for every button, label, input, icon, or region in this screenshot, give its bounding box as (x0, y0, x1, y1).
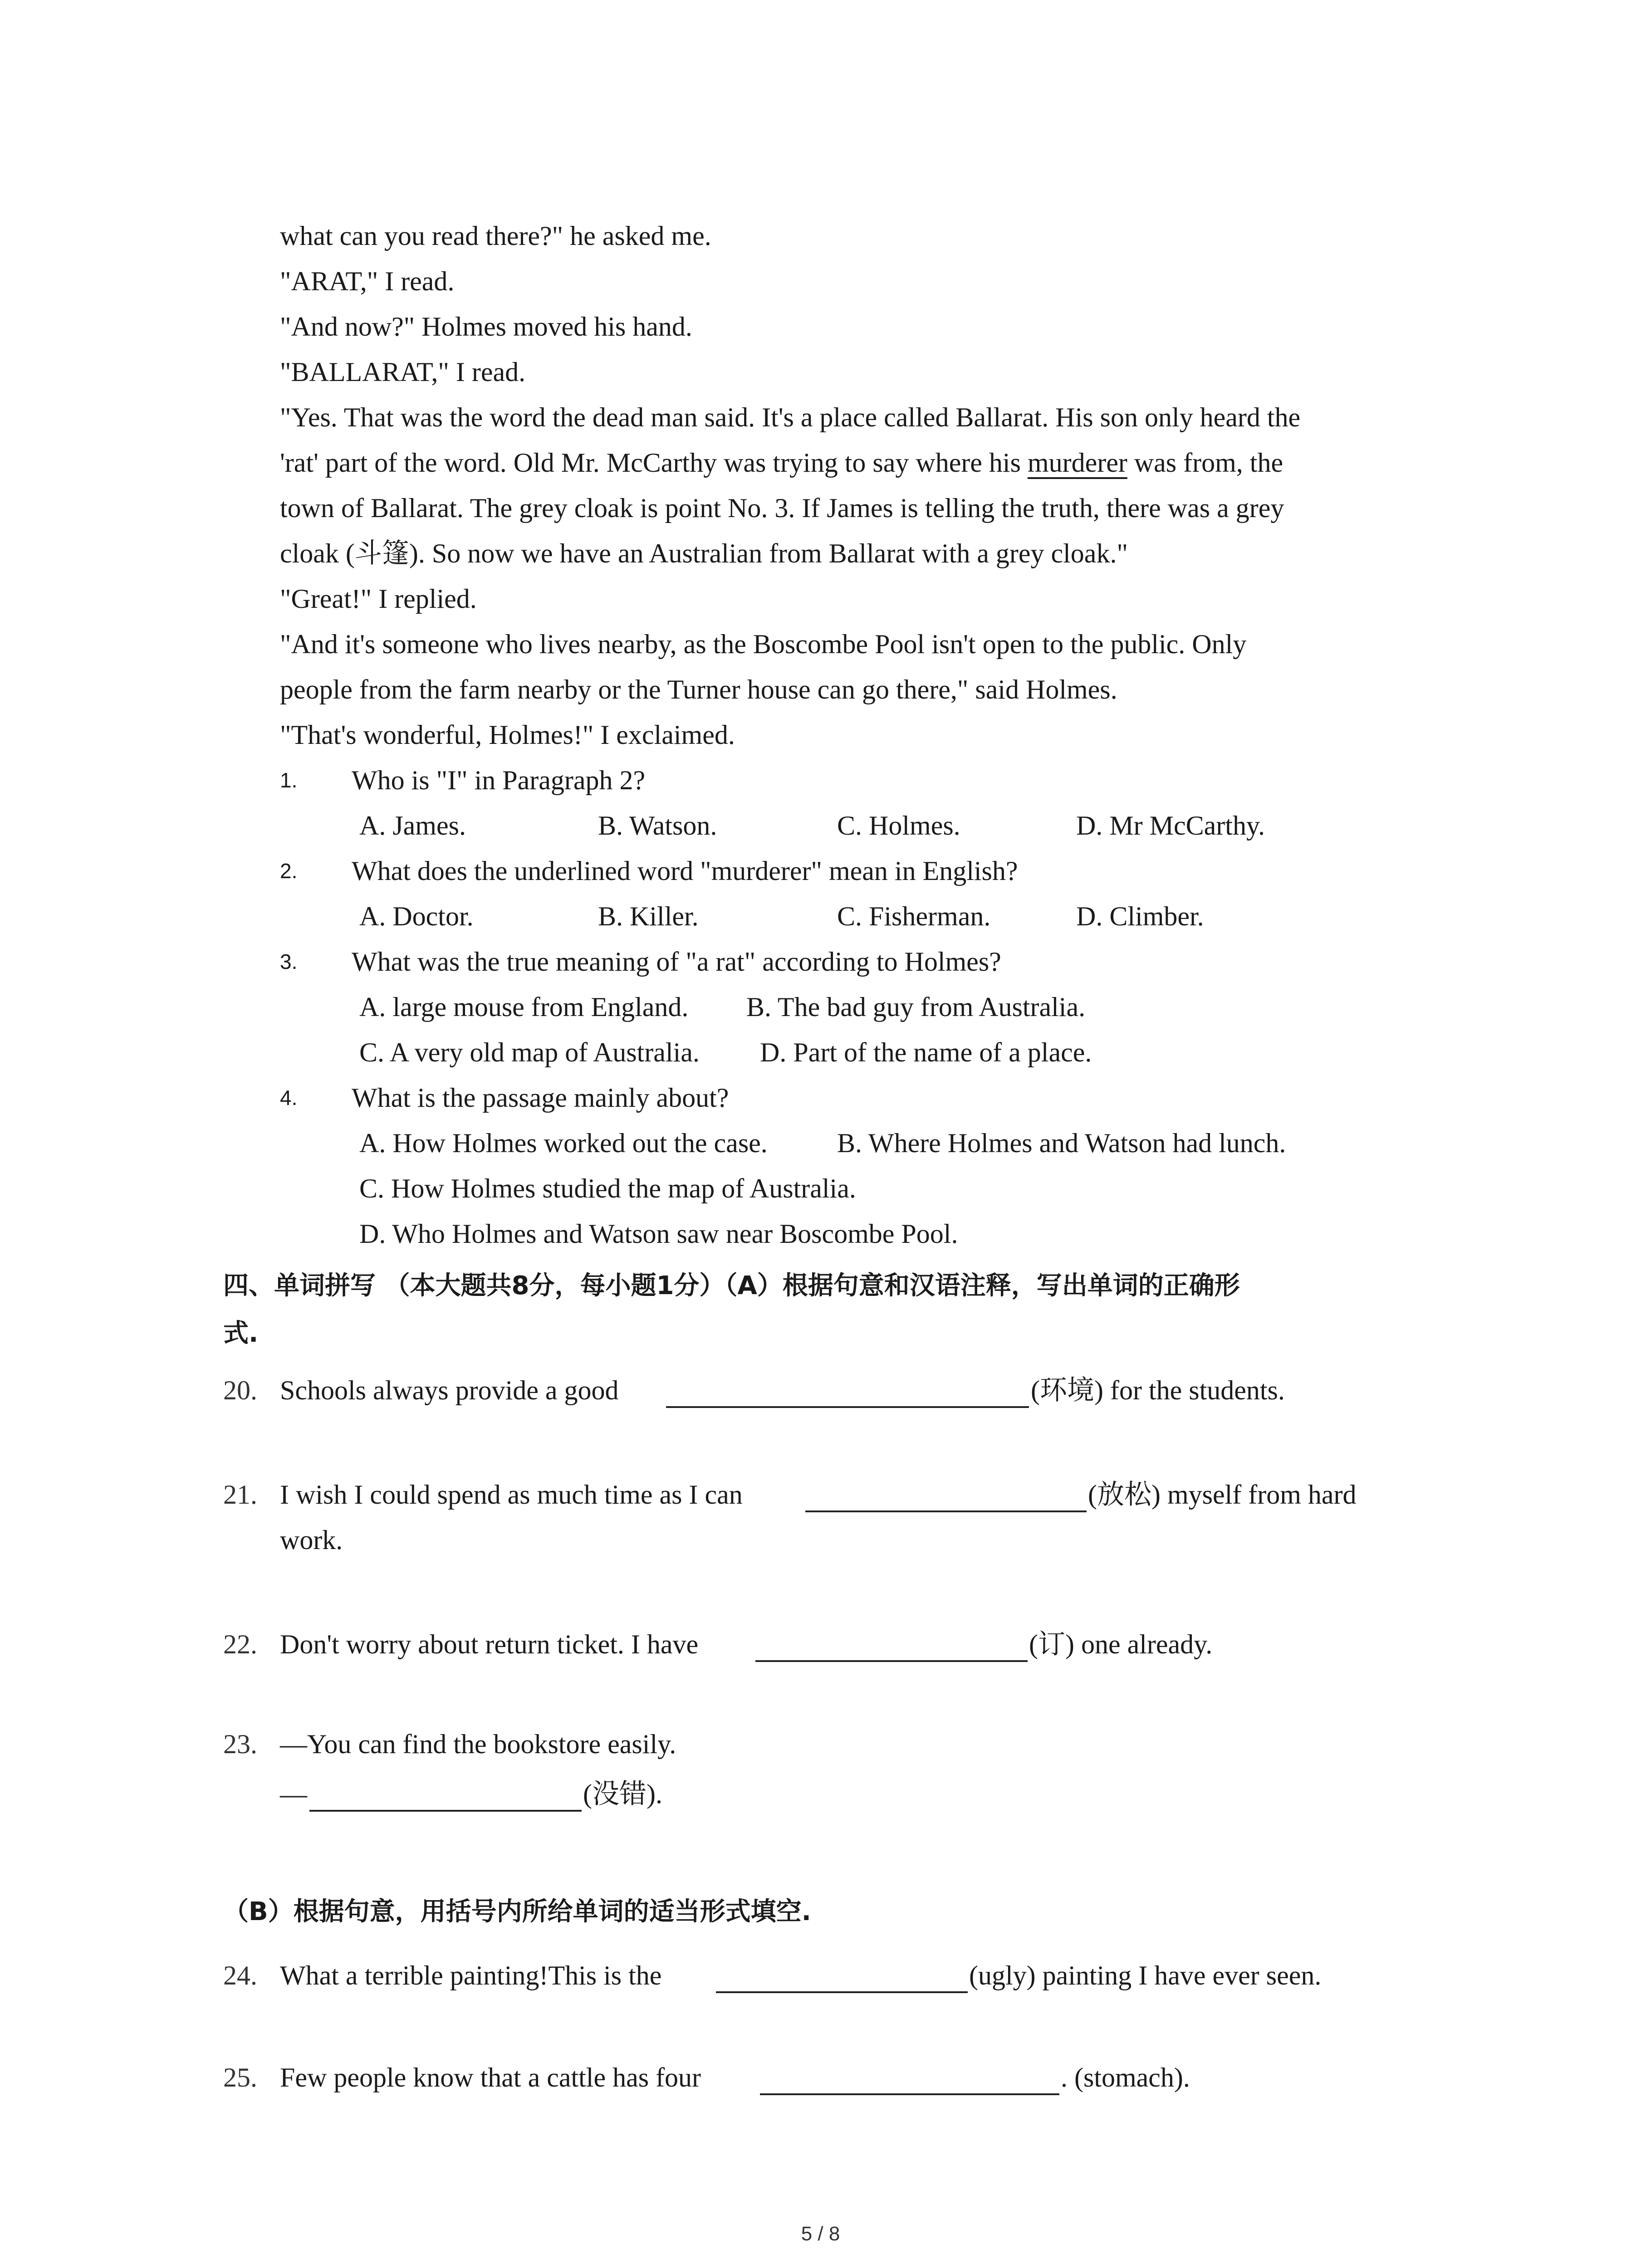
item-text: Don't worry about return ticket. I have (280, 1629, 699, 1659)
passage-line: "And it's someone who lives nearby, as the Boscombe Pool isn't open to the public. Only (280, 629, 1247, 659)
question-text: What does the underlined word "murderer" mean in English? (352, 856, 1018, 886)
option: A. How Holmes worked out the case. (359, 1128, 768, 1158)
option: B. Killer. (598, 901, 699, 931)
passage-line: cloak (斗篷). So now we have an Australian from Ballarat with a grey cloak." (280, 538, 1128, 568)
passage-text: was from, the (1127, 448, 1283, 478)
underlined-word: murderer (1027, 448, 1127, 478)
item-text: I wish I could spend as much time as I can (280, 1480, 743, 1510)
option: C. Holmes. (837, 811, 960, 841)
section-heading: 式. (223, 1319, 259, 1348)
question-number: 2. (280, 859, 298, 883)
answer-blank[interactable] (755, 1660, 1028, 1662)
item-number: 21. (223, 1480, 257, 1510)
option: A. Doctor. (359, 901, 474, 931)
item-number: 25. (223, 2063, 257, 2092)
option: C. Fisherman. (837, 901, 991, 931)
passage-line: "ARAT," I read. (280, 266, 455, 296)
option: A. James. (359, 811, 466, 841)
item-number: 20. (223, 1375, 257, 1405)
option: D. Part of the name of a place. (760, 1037, 1092, 1067)
passage-line (280, 447, 1283, 479)
option: C. A very old map of Australia. (359, 1037, 700, 1067)
passage-line: "And now?" Holmes moved his hand. (280, 312, 692, 342)
answer-blank[interactable] (309, 1810, 582, 1812)
item-text: Few people know that a cattle has four (280, 2063, 701, 2092)
item-text: . (stomach). (1061, 2063, 1190, 2092)
item-text: (没错). (583, 1779, 662, 1809)
option: D. Climber. (1076, 901, 1204, 931)
passage-line: "That's wonderful, Holmes!" I exclaimed. (280, 720, 735, 750)
passage-line: "BALLARAT," I read. (280, 357, 526, 387)
passage-line: "Great!" I replied. (280, 584, 477, 614)
question-number: 1. (280, 768, 298, 792)
question-number: 3. (280, 950, 298, 973)
option: D. Mr McCarthy. (1076, 811, 1265, 841)
question-text: What was the true meaning of "a rat" according to Holmes? (352, 947, 1001, 977)
item-text: (ugly) painting I have ever seen. (969, 1960, 1322, 1990)
answer-blank[interactable] (666, 1406, 1029, 1408)
option: A. large mouse from England. (359, 992, 689, 1022)
passage-text: 'rat' part of the word. Old Mr. McCarthy was trying to say where his (280, 448, 1021, 478)
answer-blank[interactable] (805, 1510, 1087, 1512)
option: B. Watson. (598, 811, 717, 841)
question-number: 4. (280, 1086, 298, 1110)
passage-line: what can you read there?" he asked me. (280, 221, 711, 251)
passage-line: "Yes. That was the word the dead man said. It's a place called Ballarat. His son only heard the (280, 402, 1301, 432)
item-text: (环境) for the students. (1031, 1375, 1285, 1405)
page-number: 5 / 8 (801, 2223, 840, 2245)
item-text: —You can find the bookstore easily. (280, 1729, 676, 1759)
item-text: (订) one already. (1029, 1629, 1213, 1659)
option: D. Who Holmes and Watson saw near Boscombe Pool. (359, 1219, 958, 1249)
item-text: work. (280, 1525, 343, 1555)
question-text: What is the passage mainly about? (352, 1083, 729, 1113)
item-number: 22. (223, 1629, 257, 1659)
question-text: Who is "I" in Paragraph 2? (352, 765, 646, 795)
item-text: (放松) myself from hard (1088, 1480, 1357, 1510)
section-subheading: （B）根据句意，用括号内所给单词的适当形式填空. (223, 1897, 811, 1926)
option: B. Where Holmes and Watson had lunch. (837, 1128, 1286, 1158)
item-number: 23. (223, 1729, 257, 1759)
answer-blank[interactable] (760, 2093, 1059, 2095)
section-heading: 四、单词拼写 （本大题共8分，每小题1分）（A）根据句意和汉语注释，写出单词的正确形 (223, 1271, 1240, 1300)
item-number: 24. (223, 1960, 257, 1990)
passage-line: town of Ballarat. The grey cloak is point No. 3. If James is telling the truth, there was a grey (280, 493, 1284, 523)
item-text: What a terrible painting!This is the (280, 1960, 662, 1990)
item-text: — (280, 1779, 307, 1809)
item-text: Schools always provide a good (280, 1375, 619, 1405)
answer-blank[interactable] (716, 1991, 968, 1993)
option: C. How Holmes studied the map of Australia. (359, 1173, 856, 1203)
option: B. The bad guy from Australia. (746, 992, 1086, 1022)
passage-line: people from the farm nearby or the Turner house can go there," said Holmes. (280, 675, 1117, 704)
